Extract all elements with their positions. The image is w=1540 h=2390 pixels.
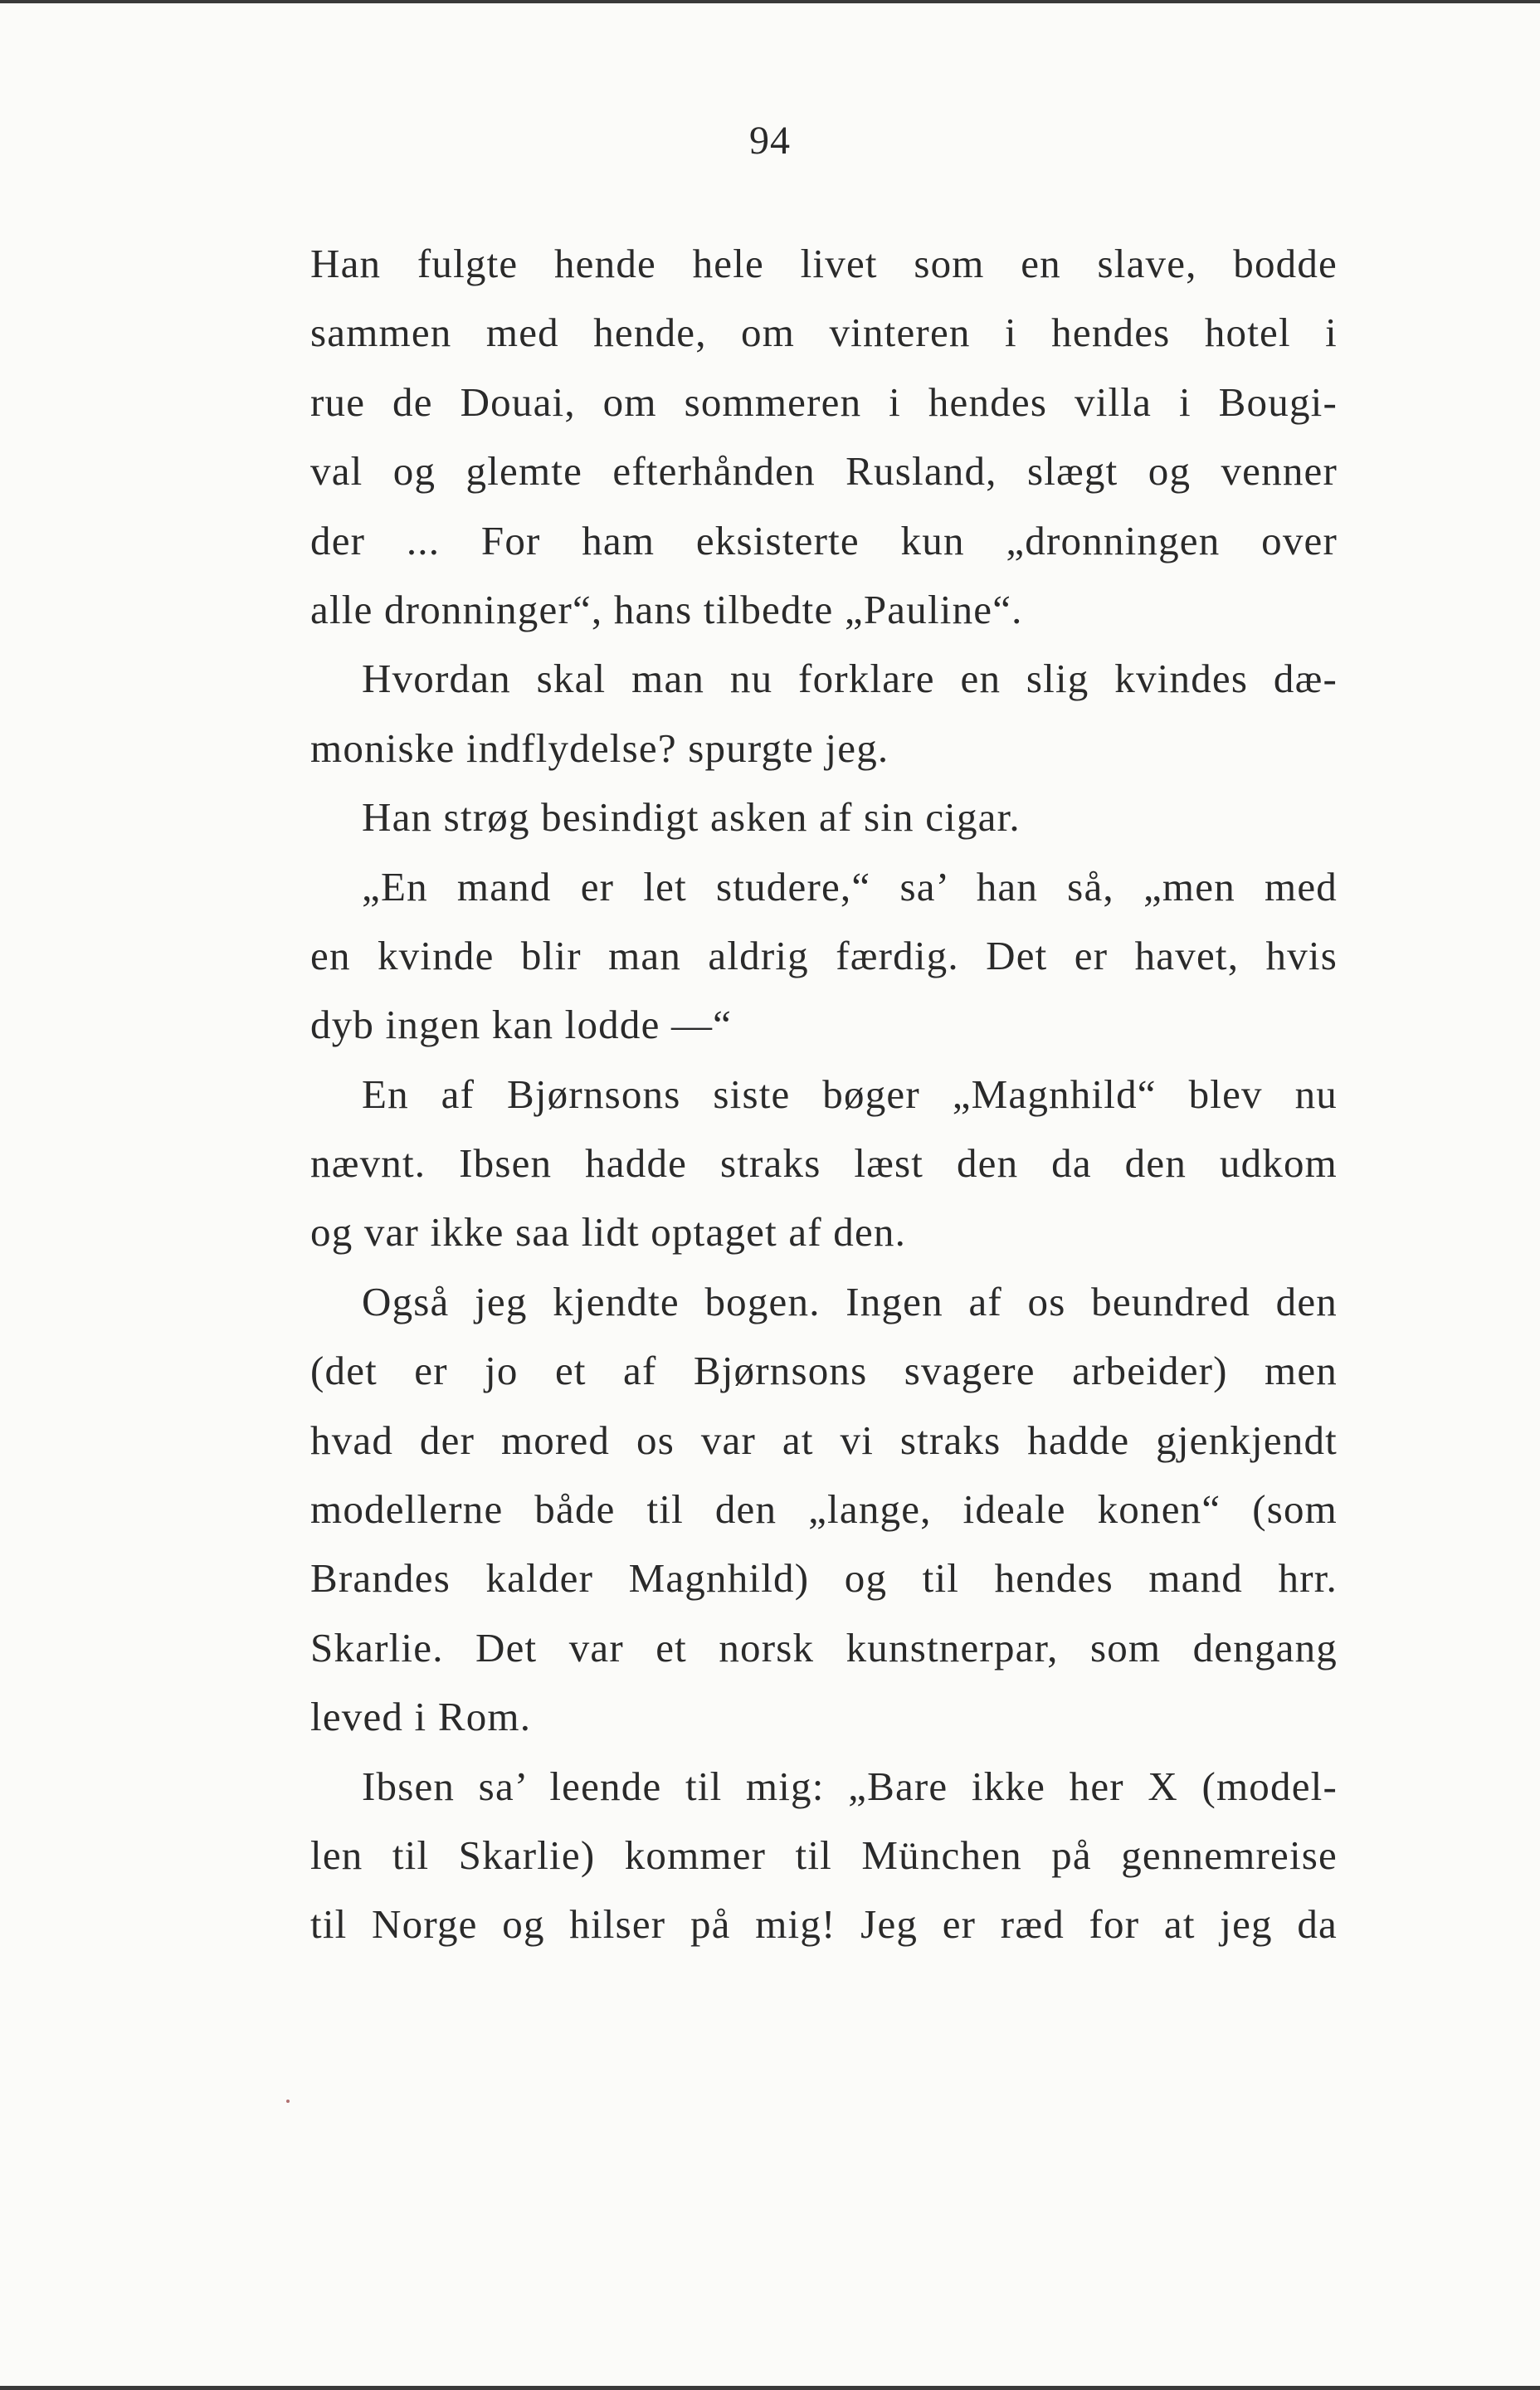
page-edge-bottom — [0, 2386, 1540, 2390]
text-line: len til Skarlie) kommer til München på gennemreise — [310, 1832, 1338, 1878]
text-line: nævnt. Ibsen hadde straks læst den da den udkom — [310, 1140, 1338, 1187]
text-line: val og glemte efterhånden Rusland, slægt og venner — [310, 448, 1338, 495]
text-line: moniske indflydelse? spurgte jeg. — [310, 724, 889, 771]
text-line: dyb ingen kan lodde —“ — [310, 1002, 733, 1048]
text-line: der ... For ham eksisterte kun „dronningen over — [310, 517, 1338, 563]
text-line: „En mand er let studere,“ sa’ han så, „men med — [362, 863, 1338, 910]
paper-speck — [286, 2100, 290, 2103]
text-line: Ibsen sa’ leende til mig: „Bare ikke her X (model- — [362, 1763, 1338, 1809]
text-line: sammen med hende, om vinteren i hendes hotel i — [310, 310, 1338, 356]
text-line: leved i Rom. — [310, 1694, 532, 1740]
text-line: Han strøg besindigt asken af sin cigar. — [362, 794, 1021, 841]
page-number: 94 — [749, 119, 791, 163]
text-line: til Norge og hilser på mig! Jeg er ræd for at jeg da — [310, 1901, 1338, 1948]
text-line: alle dronninger“, hans tilbedte „Pauline“. — [310, 586, 1023, 632]
text-line: En af Bjørnsons siste bøger „Magnhild“ blev nu — [362, 1071, 1338, 1117]
text-line: modellerne både til den „lange, ideale konen“ (som — [310, 1486, 1338, 1533]
text-line: Brandes kalder Magnhild) og til hendes mand hrr. — [310, 1555, 1338, 1602]
body-text — [310, 229, 1338, 1959]
text-line: (det er jo et af Bjørnsons svagere arbeider) men — [310, 1348, 1338, 1394]
text-line: hvad der mored os var at vi straks hadde gjenkjendt — [310, 1417, 1338, 1463]
text-line: en kvinde blir man aldrig færdig. Det er havet, hvis — [310, 932, 1338, 978]
page-edge-top — [0, 0, 1540, 3]
text-line: og var ikke saa lidt optaget af den. — [310, 1209, 907, 1256]
text-line: Skarlie. Det var et norsk kunstnerpar, som dengang — [310, 1624, 1338, 1671]
text-line: rue de Douai, om sommeren i hendes villa i Bougi- — [310, 378, 1338, 425]
text-line: Hvordan skal man nu forklare en slig kvindes dæ- — [362, 656, 1338, 702]
text-line: Han fulgte hende hele livet som en slave, bodde — [310, 241, 1338, 286]
text-line: Også jeg kjendte bogen. Ingen af os beundred den — [362, 1278, 1338, 1324]
